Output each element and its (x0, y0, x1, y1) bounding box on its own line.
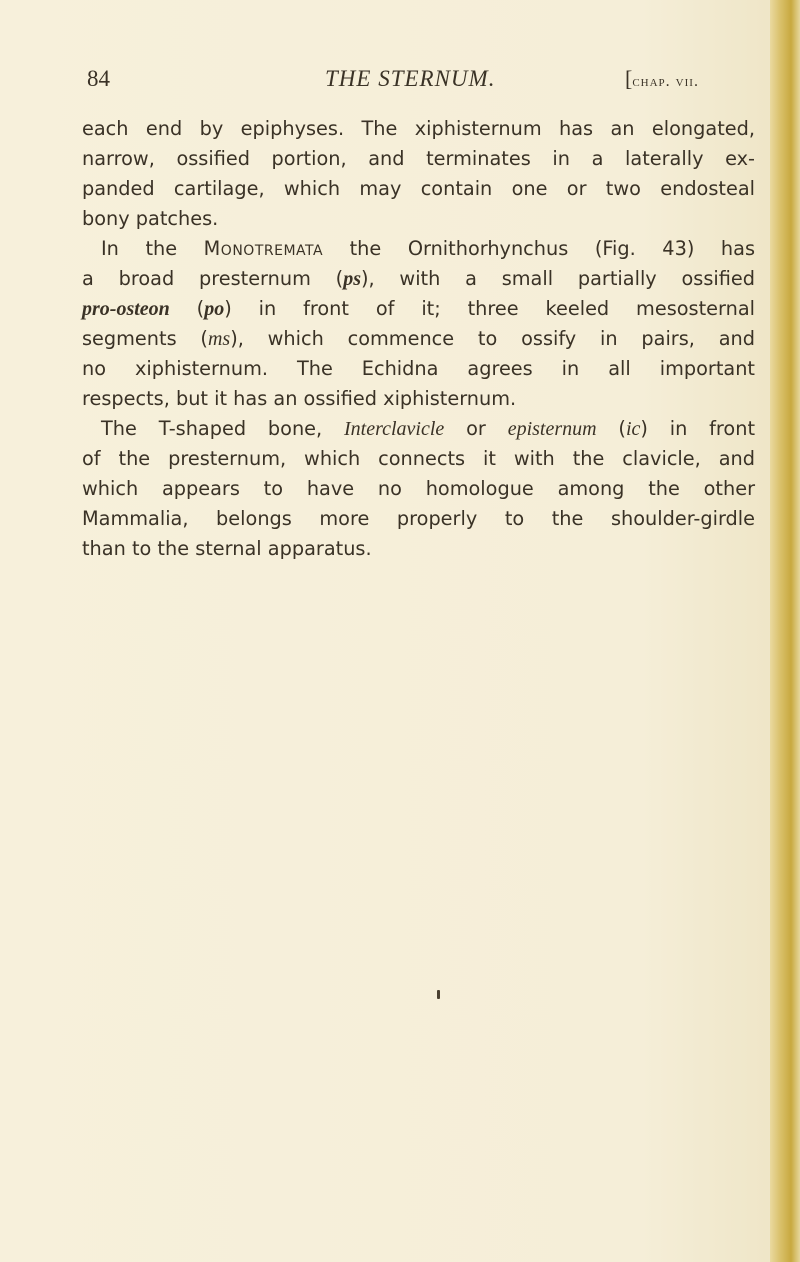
small-caps-term: Monotremata (203, 237, 324, 260)
chapter-text: chap. vii. (632, 73, 699, 90)
text-line: each end by epiphyses. The xiphisternum has an elongated, (82, 117, 755, 140)
text-line: no xiphisternum. The Echidna agrees in all important (82, 357, 755, 380)
text-line: a broad presternum (ps), with a small partially ossified (82, 267, 755, 290)
text-line: of the presternum, which connects it with the clavicle, and (82, 447, 755, 470)
ink-speck (437, 990, 440, 999)
chapter-bracket: [ (625, 66, 633, 91)
text-line: bony patches. (82, 207, 219, 230)
text-line: The T-shaped bone, Interclavicle or episternum (ic) in front (101, 417, 755, 440)
text-line: respects, but it has an ossified xiphisternum. (82, 387, 517, 410)
body-text (82, 114, 755, 564)
text-line: In the Monotremata the Ornithorhynchus (Fig. 43) has (101, 237, 755, 260)
italic-abbrev: ic (625, 418, 641, 440)
italic-term: Interclavicle (343, 418, 445, 440)
text-line: panded cartilage, which may contain one or two endosteal (82, 177, 755, 200)
text-line: Mammalia, belongs more properly to the shoulder-girdle (82, 507, 755, 530)
italic-term: pro-osteon (82, 298, 170, 320)
italic-term: episternum (507, 418, 597, 440)
italic-abbrev: po (204, 298, 225, 320)
running-title: THE STERNUM. (325, 66, 496, 91)
text-line: segments (ms), which commence to ossify in pairs, and (82, 327, 755, 350)
page-number: 84 (87, 66, 110, 91)
chapter-label (625, 66, 699, 92)
italic-abbrev: ms (207, 328, 231, 350)
text-line: which appears to have no homologue among the other (82, 477, 755, 500)
italic-abbrev: ps (343, 268, 361, 290)
text-line: pro-osteon (po) in front of it; three keeled mesosternal (82, 297, 755, 320)
book-spine-edge (770, 0, 800, 1262)
text-line: narrow, ossified portion, and terminates in a laterally ex- (82, 147, 755, 170)
text-line: than to the sternal apparatus. (82, 537, 372, 560)
page-header (87, 66, 767, 96)
